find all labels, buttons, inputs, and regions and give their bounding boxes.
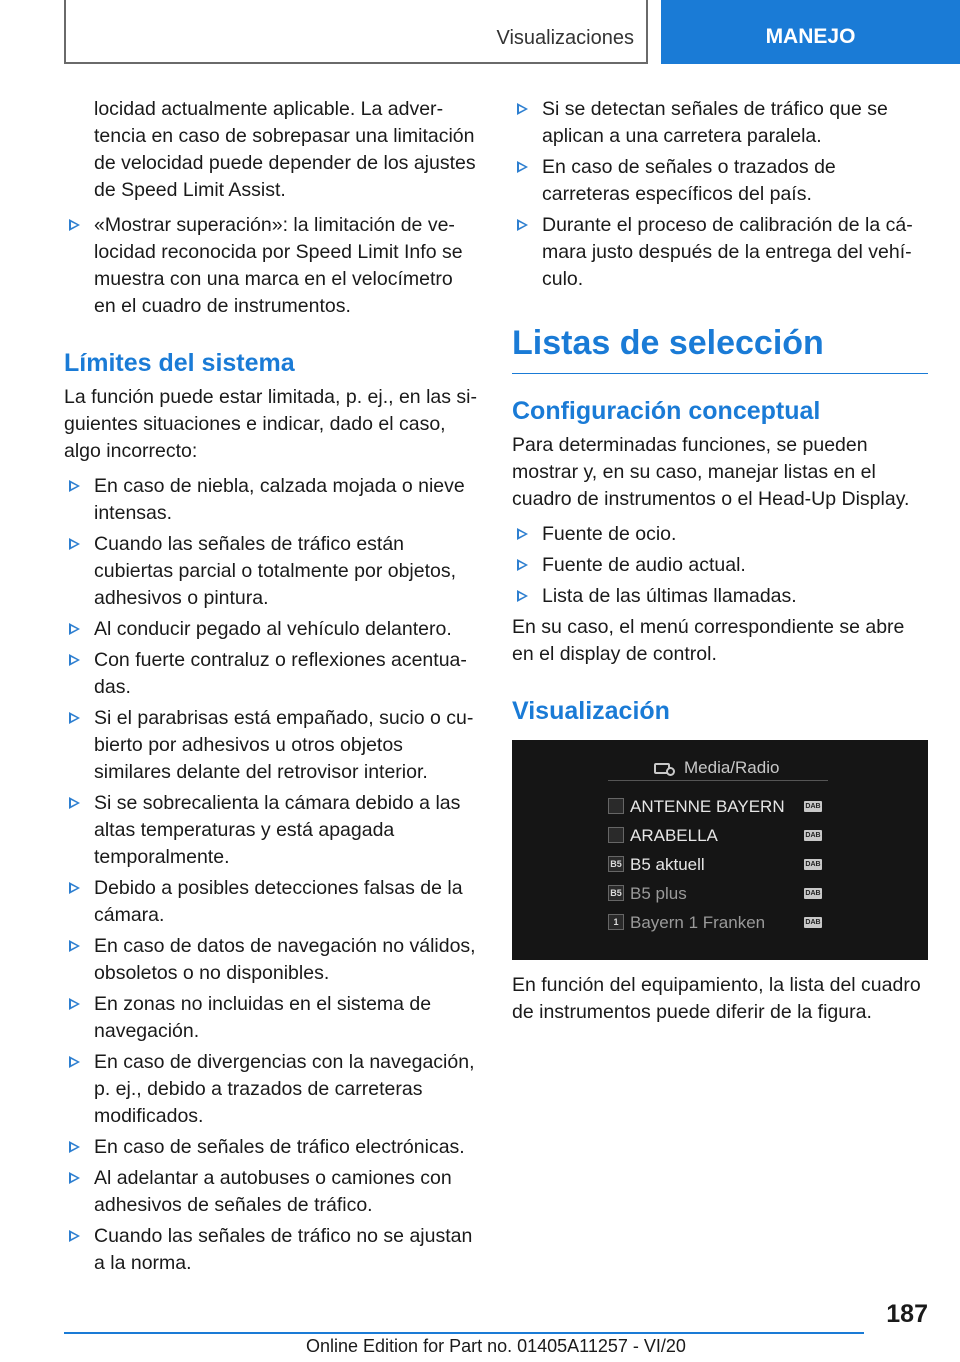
bullet-triangle-icon <box>69 882 80 894</box>
bullet-triangle-icon <box>517 559 528 571</box>
list-item-text: Fuente de ocio. <box>542 523 677 545</box>
list-item <box>512 521 928 548</box>
bullet-triangle-icon <box>517 590 528 602</box>
list-item-text: En caso de señales de tráfico electrónicas. <box>94 1136 465 1158</box>
list-item <box>64 991 478 1045</box>
list-item <box>64 705 478 786</box>
bullet-triangle-icon <box>69 623 80 635</box>
station-name: Bayern 1 Franken <box>630 912 766 932</box>
bullet-triangle-icon <box>69 1141 80 1153</box>
header-section-box <box>64 0 648 64</box>
list-item <box>512 212 928 293</box>
list-item <box>64 933 478 987</box>
list-item <box>64 616 478 643</box>
continued-paragraph: locidad actualmente aplicable. La advertencia en caso de sobrepasar una limitación de velocidad puede depender de los ajustes de Speed Limit Assist. <box>94 98 476 201</box>
bullet-triangle-icon <box>69 1056 80 1068</box>
list-item-text: Durante el proceso de calibración de la cámara justo después de la entrega del vehículo. <box>542 214 913 290</box>
list-item-text: En caso de datos de navegación no válidos, obsoletos o no disponibles. <box>94 935 476 984</box>
station-name: B5 plus <box>630 883 687 903</box>
station-logo-icon <box>608 798 624 814</box>
list-item-text: En caso de señales o trazados de carreteras específicos del país. <box>542 156 836 205</box>
list-item-text: Con fuerte contraluz o reflexiones acentuadas. <box>94 649 467 698</box>
list-item-text: En zonas no incluidas en el sistema de navegación. <box>94 993 432 1042</box>
bullet-triangle-icon <box>517 219 528 231</box>
concept-paragraph: Para determinadas funciones, se pueden mostrar y, en su caso, manejar listas en el cuadro de instrumentos o el Head-Up Display. <box>512 434 910 510</box>
heading-selection-lists: Listas de selección <box>512 321 928 374</box>
list-item-text: Si el parabrisas está empañado, sucio o cubierto por adhesivos u otros objetos similares delante del retrovisor interior. <box>94 707 474 783</box>
dab-badge: DAB <box>805 919 821 926</box>
dab-badge: DAB <box>805 803 821 810</box>
list-item-text: Al conducir pegado al vehículo delantero. <box>94 618 452 640</box>
heading-system-limits: Límites del sistema <box>64 349 295 377</box>
list-item-text: Cuando las señales de tráfico están cubiertas parcial o totalmente por objetos, adhesivos o pintura. <box>94 533 457 609</box>
bullet-triangle-icon <box>69 219 80 231</box>
list-item-text: Fuente de audio actual. <box>542 554 746 576</box>
list-item <box>64 647 478 701</box>
page-number: 187 <box>886 1300 928 1328</box>
station-logo-icon: 1 <box>608 914 624 930</box>
screen-title <box>654 754 779 781</box>
right-column <box>512 96 928 1034</box>
list-item <box>64 212 478 320</box>
list-item <box>64 1049 478 1130</box>
bullet-triangle-icon <box>69 654 80 666</box>
list-item <box>512 154 928 208</box>
bullet-triangle-icon <box>517 161 528 173</box>
list-item-text: Al adelantar a autobuses o camiones con adhesivos de señales de tráfico. <box>94 1167 452 1216</box>
list-item-text: Debido a posibles detecciones falsas de la cámara. <box>94 877 463 926</box>
figure-caption: En función del equipamiento, la lista del cuadro de instrumentos puede diferir de la figura. <box>512 974 921 1023</box>
heading-visualization: Visualización <box>512 697 670 725</box>
list-item-text: Lista de las últimas llamadas. <box>542 585 797 607</box>
list-item-text: «Mostrar superación»: la limitación de velocidad reconocida por Speed Limit Info se muestra con una marca en el velocímetro en el cuadro de instrumentos. <box>94 214 463 317</box>
left-column <box>64 96 478 1281</box>
bullet-triangle-icon <box>69 480 80 492</box>
bullet-triangle-icon <box>69 1230 80 1242</box>
station-row <box>608 852 828 876</box>
list-item-text: Cuando las señales de tráfico no se ajustan a la norma. <box>94 1225 473 1274</box>
bullet-triangle-icon <box>69 940 80 952</box>
list-item <box>64 790 478 871</box>
instrument-cluster-screenshot <box>512 740 928 960</box>
station-name: B5 aktuell <box>630 854 705 874</box>
list-item <box>512 583 928 610</box>
list-item <box>64 1134 478 1161</box>
station-name: ARABELLA <box>630 825 718 845</box>
bullet-triangle-icon <box>69 538 80 550</box>
dab-badge: DAB <box>805 890 821 897</box>
list-item <box>64 531 478 612</box>
heading-concept: Configuración conceptual <box>512 397 821 425</box>
list-item-text: Si se sobrecalienta la cámara debido a las altas temperaturas y está apagada temporalmente. <box>94 792 461 868</box>
bullet-triangle-icon <box>69 712 80 724</box>
list-item <box>64 875 478 929</box>
footer-divider <box>64 1332 864 1334</box>
intro-paragraph: La función puede estar limitada, p. ej., en las siguientes situaciones e indicar, dado el caso, algo incorrecto: <box>64 386 477 462</box>
edition-footer: Online Edition for Part no. 01405A11257 - VI/20 <box>306 1336 686 1356</box>
list-item-text: En caso de divergencias con la navegación, p. ej., debido a trazados de carreteras modificados. <box>94 1051 475 1127</box>
bullet-triangle-icon <box>69 1172 80 1184</box>
dab-badge: DAB <box>805 861 821 868</box>
bullet-triangle-icon <box>69 797 80 809</box>
station-logo-icon <box>608 827 624 843</box>
list-item <box>64 1165 478 1219</box>
dab-badge: DAB <box>805 832 821 839</box>
list-item-text: Si se detectan señales de tráfico que se aplican a una carretera paralela. <box>542 98 888 147</box>
section-title: Visualizaciones <box>496 26 634 49</box>
bullet-triangle-icon <box>517 528 528 540</box>
list-item <box>512 552 928 579</box>
list-item <box>64 1223 478 1277</box>
station-row <box>608 910 828 934</box>
media-radio-icon <box>654 759 676 777</box>
station-row <box>608 881 828 905</box>
list-item <box>64 473 478 527</box>
list-item-text: En caso de niebla, calzada mojada o nieve intensas. <box>94 475 465 524</box>
concept-after-paragraph: En su caso, el menú correspondiente se abre en el display de control. <box>512 616 905 665</box>
station-row <box>608 794 828 818</box>
list-item <box>512 96 928 150</box>
bullet-triangle-icon <box>517 103 528 115</box>
station-logo-icon: B5 <box>608 885 624 901</box>
chapter-tab[interactable]: MANEJO <box>661 0 960 64</box>
station-name: ANTENNE BAYERN <box>630 796 785 816</box>
screen-title-text: Media/Radio <box>684 758 780 777</box>
station-logo-icon: B5 <box>608 856 624 872</box>
bullet-triangle-icon <box>69 998 80 1010</box>
screen-divider <box>608 780 828 781</box>
station-row <box>608 823 828 847</box>
